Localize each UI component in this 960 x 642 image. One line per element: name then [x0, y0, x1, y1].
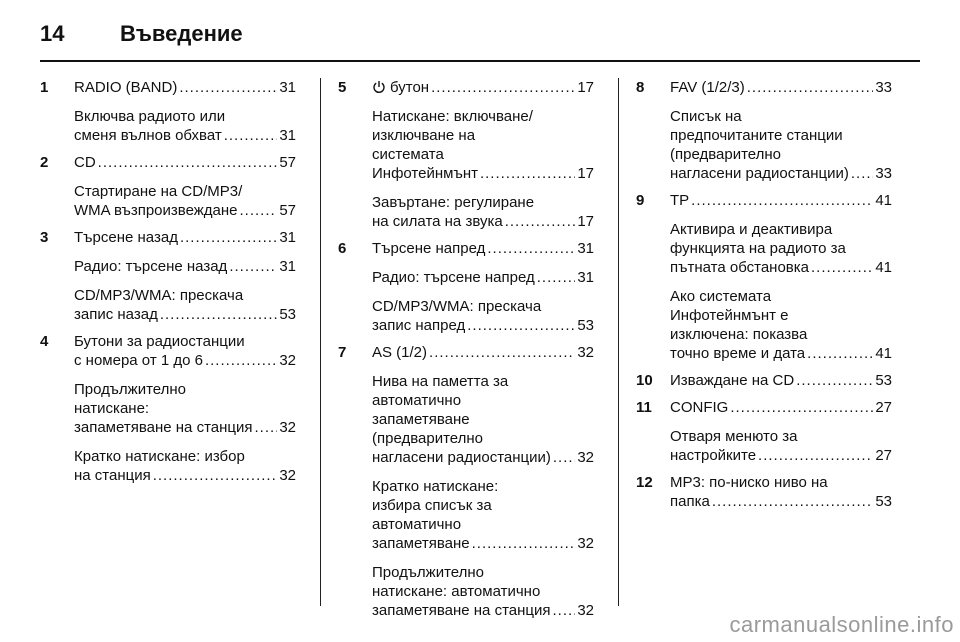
item-text-line: натискане: автоматично	[372, 583, 541, 600]
item-text-line: MP3: по-ниско ниво на	[670, 474, 828, 491]
index-item	[372, 372, 594, 467]
page-reference: 53	[875, 372, 892, 389]
index-item	[670, 398, 892, 417]
item-text-line: Нива на паметта за	[372, 373, 509, 390]
dot-leader	[472, 534, 576, 553]
item-text: Инфотейнмънт	[372, 165, 478, 182]
column-divider	[320, 78, 321, 606]
index-item	[372, 563, 594, 620]
dot-leader	[179, 78, 277, 97]
item-last-line	[670, 191, 892, 210]
item-text: Търсене назад	[74, 229, 178, 246]
index-item	[74, 257, 296, 276]
entry-number: 8	[636, 79, 645, 96]
dot-leader	[807, 344, 873, 363]
item-text: Изваждане на CD	[670, 372, 795, 389]
dot-leader	[505, 212, 576, 231]
dot-leader	[730, 398, 873, 417]
page-reference: 32	[279, 467, 296, 484]
dot-leader	[429, 343, 575, 362]
item-text: с номера от 1 до 6	[74, 352, 203, 369]
dot-leader	[487, 239, 575, 258]
dot-leader	[537, 268, 576, 287]
page-reference: 41	[875, 192, 892, 209]
item-text: запис напред	[372, 317, 466, 334]
item-last-line	[74, 228, 296, 247]
item-text-line: Завъртане: регулиране	[372, 194, 535, 211]
item-text-line: Списък на	[670, 108, 742, 125]
index-item	[670, 78, 892, 97]
index-item	[670, 427, 892, 465]
page-reference: 31	[577, 269, 594, 286]
item-text-line: Инфотейнмънт е	[670, 307, 789, 324]
dot-leader	[160, 305, 277, 324]
item-text-line: Натискане: включване/	[372, 108, 533, 125]
entry-number: 6	[338, 240, 347, 257]
item-text-line	[74, 466, 151, 485]
item-last-line	[670, 164, 892, 183]
index-item	[372, 107, 594, 183]
item-text: на станция	[74, 467, 151, 484]
item-text-line: запаметяване	[372, 411, 470, 428]
page-title: Въведение	[120, 21, 243, 46]
index-entry	[636, 78, 892, 183]
item-text-line	[372, 78, 429, 97]
item-last-line	[74, 153, 296, 172]
page-reference: 41	[875, 259, 892, 276]
item-text-line	[670, 344, 805, 363]
index-entry	[338, 343, 594, 620]
entry-number: 10	[636, 372, 653, 389]
index-item	[372, 268, 594, 287]
page-reference: 32	[279, 352, 296, 369]
page-reference: 33	[875, 165, 892, 182]
index-item	[670, 473, 892, 511]
item-text-line: (предварително	[372, 430, 484, 447]
index-entry	[338, 239, 594, 335]
dot-leader	[224, 126, 278, 145]
item-text: RADIO (BAND)	[74, 79, 178, 96]
item-text: запаметяване на станция	[74, 419, 253, 436]
page-reference: 57	[279, 202, 296, 219]
page-reference: 53	[875, 493, 892, 510]
page-reference: 32	[577, 449, 594, 466]
item-text-line	[670, 164, 849, 183]
index-item	[74, 447, 296, 485]
item-text-line	[670, 398, 728, 417]
page-reference: 53	[577, 317, 594, 334]
item-last-line	[74, 257, 296, 276]
power-icon	[372, 80, 386, 94]
item-text-line	[372, 164, 478, 183]
index-item	[670, 371, 892, 390]
dot-leader	[254, 418, 277, 437]
page-reference: 17	[577, 79, 594, 96]
item-text-line: Отваря менюто за	[670, 428, 798, 445]
item-text-line: Активира и деактивира	[670, 221, 833, 238]
item-last-line	[372, 268, 594, 287]
item-text: FAV (1/2/3)	[670, 79, 745, 96]
item-text-line: функцията на радиото за	[670, 240, 846, 257]
item-text: запис назад	[74, 306, 158, 323]
index-entry	[636, 398, 892, 465]
dot-leader	[229, 257, 277, 276]
page-number: 14	[40, 21, 65, 46]
item-text-line	[372, 316, 465, 335]
entry-number: 3	[40, 229, 49, 246]
item-last-line	[670, 446, 892, 465]
item-text: бутон	[390, 79, 430, 96]
dot-leader	[552, 601, 575, 620]
item-last-line	[670, 371, 892, 390]
item-text-line: системата	[372, 146, 444, 163]
item-text-line	[372, 268, 535, 287]
item-text-line	[372, 448, 551, 467]
page-reference: 53	[279, 306, 296, 323]
page-reference: 31	[279, 258, 296, 275]
item-text-line	[372, 601, 550, 620]
item-text-line: Ако системата	[670, 288, 772, 305]
entry-number: 2	[40, 154, 49, 171]
item-text-line: Кратко натискане:	[372, 478, 499, 495]
page-reference: 17	[577, 165, 594, 182]
dot-leader	[240, 201, 278, 220]
item-last-line	[372, 78, 594, 97]
page-reference: 31	[577, 240, 594, 257]
page-reference: 41	[875, 345, 892, 362]
index-item	[670, 191, 892, 210]
dot-leader	[796, 371, 873, 390]
index-entry	[40, 228, 296, 324]
item-last-line	[74, 126, 296, 145]
dot-leader	[467, 316, 575, 335]
index-entry	[40, 332, 296, 485]
index-item	[372, 297, 594, 335]
item-text-line	[372, 239, 485, 258]
dot-leader	[205, 351, 277, 370]
item-text-line	[74, 418, 252, 437]
item-text-line: CD/MP3/WMA: прескача	[372, 298, 542, 315]
item-last-line	[74, 201, 296, 220]
item-last-line	[74, 418, 296, 437]
dot-leader	[153, 466, 278, 485]
item-text-line	[670, 258, 809, 277]
item-text-line: Кратко натискане: избор	[74, 448, 245, 465]
entry-number: 11	[636, 399, 652, 416]
item-last-line	[372, 534, 594, 553]
page-reference: 57	[279, 154, 296, 171]
item-text-line: изключване на	[372, 127, 476, 144]
index-item	[670, 107, 892, 183]
item-last-line	[74, 305, 296, 324]
item-text: пътната обстановка	[670, 259, 810, 276]
item-text-line: автоматично	[372, 516, 462, 533]
dot-leader	[553, 448, 575, 467]
page-reference: 27	[875, 447, 892, 464]
item-text: Радио: търсене назад	[74, 258, 228, 275]
dot-leader	[747, 78, 874, 97]
item-last-line	[372, 212, 594, 231]
page-header	[40, 14, 920, 54]
item-last-line	[372, 343, 594, 362]
dot-leader	[811, 258, 873, 277]
index-item	[372, 239, 594, 258]
entry-number: 9	[636, 192, 645, 209]
column-3	[636, 78, 892, 519]
column-1	[40, 78, 296, 493]
column-2	[338, 78, 594, 628]
index-item	[74, 286, 296, 324]
item-last-line	[670, 492, 892, 511]
item-text-line	[670, 446, 756, 465]
item-text-line	[74, 351, 203, 370]
item-text-line: избира списък за	[372, 497, 492, 514]
item-text: WMA възпроизвеждане	[74, 202, 238, 219]
item-text: запаметяване	[372, 535, 470, 552]
entry-number: 1	[40, 79, 49, 96]
page-reference: 32	[577, 602, 594, 619]
item-text: точно време и дата	[670, 345, 806, 362]
item-text-line: (предварително	[670, 146, 782, 163]
entry-number: 7	[338, 344, 347, 361]
item-text-line	[74, 257, 227, 276]
item-last-line	[372, 601, 594, 620]
item-last-line	[670, 78, 892, 97]
index-entry	[636, 371, 892, 390]
item-last-line	[670, 398, 892, 417]
item-last-line	[74, 466, 296, 485]
item-text: настройките	[670, 447, 757, 464]
index-entry	[40, 78, 296, 145]
item-text: сменя вълнов обхват	[74, 127, 222, 144]
index-item	[372, 343, 594, 362]
item-text: Търсене напред	[372, 240, 486, 257]
index-item	[372, 477, 594, 553]
entry-number: 5	[338, 79, 347, 96]
item-text-line: Продължително	[372, 564, 485, 581]
dot-leader	[691, 191, 873, 210]
index-item	[74, 107, 296, 145]
item-text-line: Бутони за радиостанции	[74, 333, 245, 350]
index-item	[372, 193, 594, 231]
item-text-line	[74, 201, 238, 220]
dot-leader	[712, 492, 873, 511]
item-text-line	[670, 78, 745, 97]
page-reference: 32	[577, 344, 594, 361]
item-text-line: автоматично	[372, 392, 462, 409]
item-last-line	[372, 448, 594, 467]
item-last-line	[670, 344, 892, 363]
page-reference: 33	[875, 79, 892, 96]
page-reference: 31	[279, 79, 296, 96]
item-last-line	[74, 351, 296, 370]
item-text-line: изключена: показва	[670, 326, 808, 343]
entry-number: 12	[636, 474, 653, 491]
item-text-line	[670, 371, 794, 390]
item-text-line	[670, 492, 710, 511]
page-reference: 17	[577, 213, 594, 230]
item-text-line	[372, 212, 503, 231]
index-entry	[636, 191, 892, 363]
entry-number: 4	[40, 333, 49, 350]
item-text: CD	[74, 154, 96, 171]
item-text: папка	[670, 493, 710, 510]
index-entry	[636, 473, 892, 511]
page-reference: 27	[875, 399, 892, 416]
item-text: CONFIG	[670, 399, 729, 416]
item-text-line: Включва радиото или	[74, 108, 226, 125]
item-text: нагласени радиостанции)	[372, 449, 551, 466]
dot-leader	[758, 446, 873, 465]
item-text-line	[74, 126, 222, 145]
item-text-line: натискане:	[74, 400, 150, 417]
index-item	[372, 78, 594, 97]
index-item	[74, 182, 296, 220]
dot-leader	[98, 153, 278, 172]
item-text: на силата на звука	[372, 213, 503, 230]
column-divider	[618, 78, 619, 606]
dot-leader	[431, 78, 575, 97]
dot-leader	[851, 164, 873, 183]
page-reference: 31	[279, 229, 296, 246]
item-text-line	[372, 534, 470, 553]
item-text: запаметяване на станция	[372, 602, 551, 619]
index-entry	[338, 78, 594, 231]
item-text-line	[74, 78, 177, 97]
index-entry	[40, 153, 296, 220]
item-text-line	[372, 343, 427, 362]
index-item	[74, 78, 296, 97]
item-text-line: CD/MP3/WMA: прескача	[74, 287, 244, 304]
page-reference: 32	[279, 419, 296, 436]
index-item	[74, 153, 296, 172]
item-last-line	[670, 258, 892, 277]
index-item	[670, 287, 892, 363]
item-last-line	[372, 239, 594, 258]
item-text: TP	[670, 192, 690, 209]
item-text-line: Продължително	[74, 381, 187, 398]
item-text-line	[74, 228, 178, 247]
item-last-line	[372, 164, 594, 183]
item-last-line	[74, 78, 296, 97]
dot-leader	[180, 228, 277, 247]
page-reference: 31	[279, 127, 296, 144]
item-text: Радио: търсене напред	[372, 269, 535, 286]
item-text-line: Стартиране на CD/MP3/	[74, 183, 243, 200]
header-rule	[40, 60, 920, 62]
item-text: нагласени радиостанции)	[670, 165, 849, 182]
watermark: carmanualsonline.info	[729, 612, 954, 637]
item-last-line	[372, 316, 594, 335]
item-text: AS (1/2)	[372, 344, 428, 361]
dot-leader	[480, 164, 575, 183]
index-item	[74, 228, 296, 247]
item-text-line	[670, 191, 689, 210]
item-text-line	[74, 305, 158, 324]
index-item	[670, 220, 892, 277]
index-item	[74, 332, 296, 370]
index-item	[74, 380, 296, 437]
item-text-line	[74, 153, 96, 172]
item-text-line: предпочитаните станции	[670, 127, 843, 144]
page-reference: 32	[577, 535, 594, 552]
